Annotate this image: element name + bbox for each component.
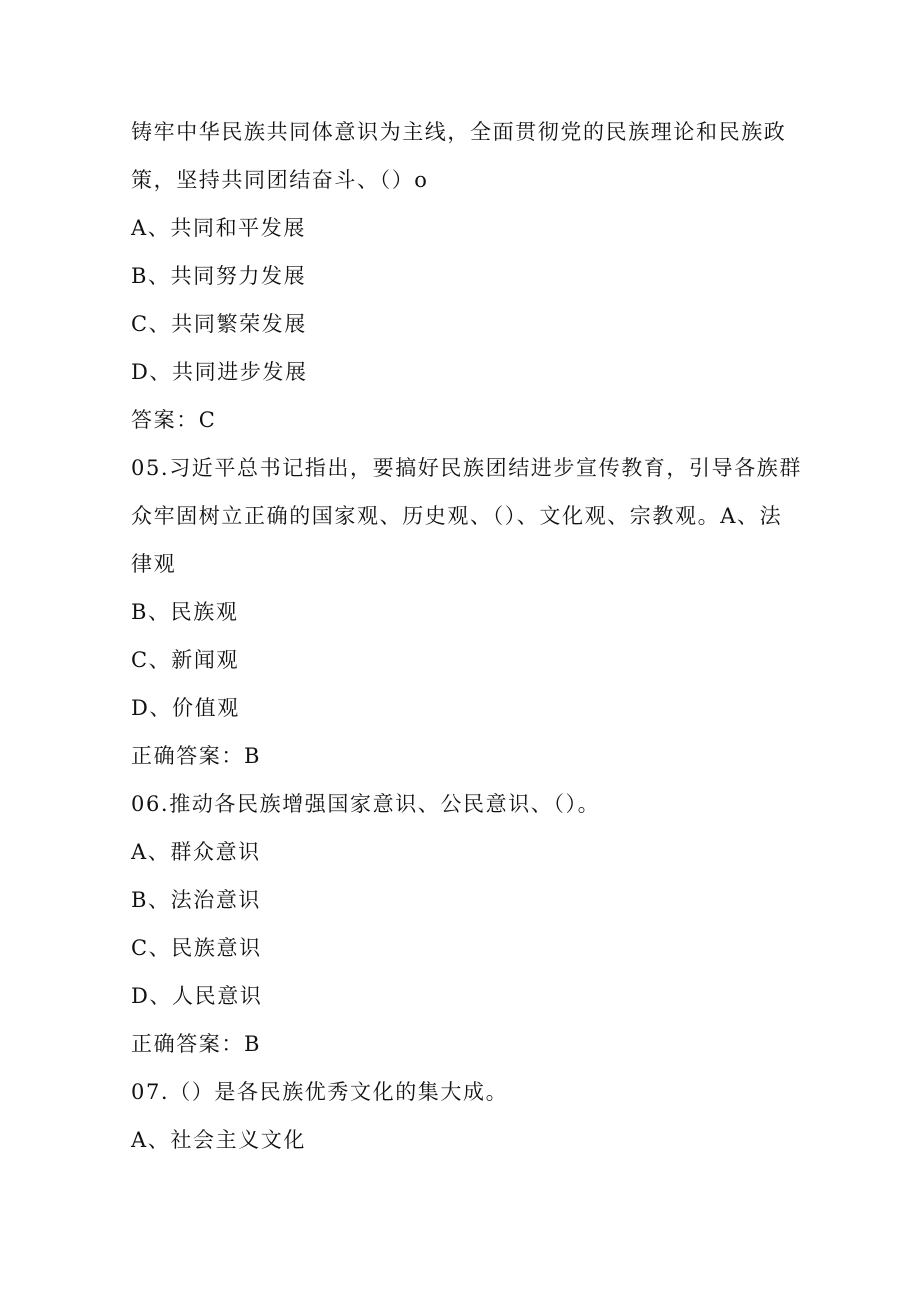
- answer-option: C、新闻观: [131, 648, 240, 672]
- question-text-line: 律观: [131, 552, 177, 576]
- answer-option: B、共同努力发展: [131, 264, 307, 288]
- document-body: [131, 108, 802, 1164]
- question-text-line: 铸牢中华民族共同体意识为主线，全面贯彻党的民族理论和民族政: [131, 120, 787, 144]
- question-text-line: 众牢固树立正确的国家观、历史观、（）、文化观、宗教观。A、法: [131, 504, 783, 528]
- answer-option: A、社会主义文化: [131, 1128, 306, 1152]
- answer-option: C、民族意识: [131, 936, 262, 960]
- answer-option: D、人民意识: [131, 984, 263, 1008]
- question-text-line: 07.（）是各民族优秀文化的集大成。: [131, 1080, 509, 1104]
- answer-option: D、价值观: [131, 696, 240, 720]
- answer-option: C、共同繁荣发展: [131, 312, 307, 336]
- correct-answer: 答案：C: [131, 408, 217, 432]
- answer-option: B、法治意识: [131, 888, 262, 912]
- correct-answer: 正确答案：B: [131, 744, 262, 768]
- answer-option: D、共同进步发展: [131, 360, 308, 384]
- correct-answer: 正确答案：B: [131, 1032, 262, 1056]
- question-text-line: 策，坚持共同团结奋斗、（）o: [131, 168, 429, 192]
- question-text-line: 06.推动各民族增强国家意识、公民意识、（）。: [131, 792, 601, 816]
- question-text-line: 05.习近平总书记指出，要搞好民族团结进步宣传教育，引导各族群: [131, 456, 802, 480]
- answer-option: A、共同和平发展: [131, 216, 306, 240]
- answer-option: A、群众意识: [131, 840, 261, 864]
- answer-option: B、民族观: [131, 600, 239, 624]
